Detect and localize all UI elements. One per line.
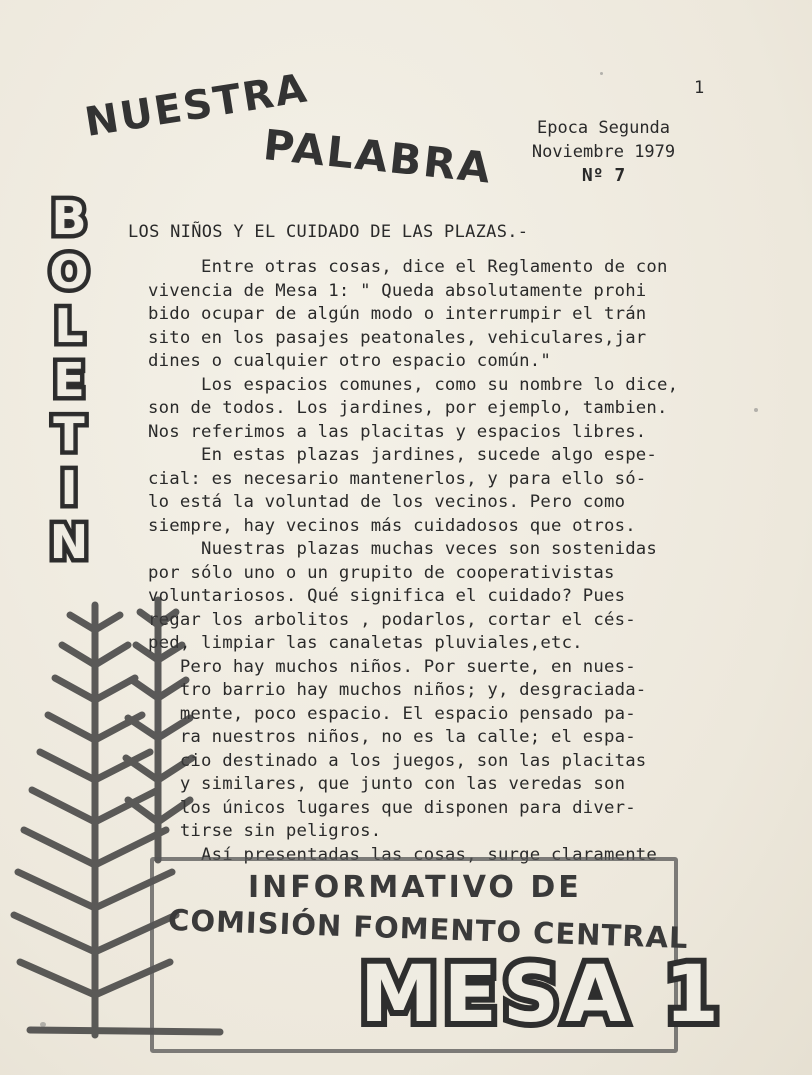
- ink-speck: [600, 72, 603, 75]
- body-line: los únicos lugares que disponen para diver-: [148, 797, 636, 818]
- edition-date: Noviembre 1979: [531, 142, 676, 162]
- boletin-vertical-stamp: [36, 191, 120, 608]
- stamp-letter: B: [51, 191, 87, 245]
- stamp-letter: T: [53, 407, 85, 461]
- body-line: vivencia de Mesa 1: " Queda absolutamente prohi: [148, 280, 647, 301]
- body-line: y similares, que junto con las veredas son: [148, 774, 626, 794]
- body-line: voluntariosos. Qué significa el cuidado? Pues: [148, 586, 626, 606]
- body-line: En estas plazas jardines, sucede algo espe-: [148, 445, 658, 465]
- commission-stamp: [140, 852, 725, 1047]
- ink-speck: [40, 1022, 46, 1027]
- stamp-line-informativo: INFORMATIVO DE: [248, 870, 582, 905]
- stamp-letter: L: [54, 299, 84, 353]
- body-line: regar los arbolitos , podarlos, cortar el cés-: [148, 609, 636, 630]
- edition-epoch: Epoca Segunda: [536, 118, 671, 138]
- stamp-line-mesa: MESA 1: [360, 950, 725, 1040]
- stamp-letter: E: [53, 353, 85, 407]
- stamp-letter: I: [60, 461, 78, 515]
- body-line: Pero hay muchos niños. Por suerte, en nues-: [148, 656, 636, 677]
- body-line: son de todos. Los jardines, por ejemplo, tambien.: [148, 398, 668, 418]
- body-line: por sólo uno o un grupito de cooperativistas: [148, 562, 615, 583]
- body-line: mente, poco espacio. El espacio pensado pa-: [148, 703, 636, 724]
- stamp-letter: O: [49, 245, 89, 299]
- masthead-word-1: NUESTRA: [81, 65, 312, 146]
- body-line: lo está la voluntad de los vecinos. Pero como: [148, 492, 626, 512]
- body-line: siempre, hay vecinos más cuidadosos que otros.: [148, 515, 636, 536]
- body-line: tirse sin peligros.: [148, 821, 382, 841]
- masthead-word-2: PALABRA: [261, 120, 495, 193]
- body-line: Así presentadas las cosas, surge claramente: [148, 844, 658, 865]
- body-line: tro barrio hay muchos niños; y, desgraciada-: [148, 680, 647, 700]
- stamp-letter: N: [49, 515, 89, 569]
- body-line: Nuestras plazas muchas veces son sostenidas: [148, 539, 658, 559]
- body-line: Los espacios comunes, como su nombre lo dice,: [148, 374, 679, 395]
- edition-info: [511, 116, 696, 188]
- body-line: cio destinado a los juegos, son las placitas: [148, 750, 647, 771]
- page-number: 1: [694, 78, 705, 98]
- body-line: bido ocupar de algún modo o interrumpir el trán: [148, 304, 647, 324]
- body-line: ped, limpiar las canaletas pluviales,etc.: [148, 633, 583, 653]
- ink-speck: [754, 408, 758, 412]
- edition-issue: Nº 7: [581, 165, 626, 186]
- body-line: ra nuestros niños, no es la calle; el espa-: [148, 727, 636, 747]
- article-body: [148, 256, 768, 867]
- masthead-stamp: [81, 65, 505, 193]
- body-line: sito en los pasajes peatonales, vehiculares,jar: [148, 327, 647, 348]
- body-line: cial: es necesario mantenerlos, y para ello só-: [148, 468, 647, 489]
- stamp-line-comision: COMISIÓN FOMENTO CENTRAL: [167, 902, 690, 956]
- body-line: dines o cualquier otro espacio común.": [148, 351, 551, 371]
- body-line: Entre otras cosas, dice el Reglamento de con: [148, 257, 668, 277]
- body-line: Nos referimos a las placitas y espacios libres.: [148, 421, 647, 442]
- article-title: LOS NIÑOS Y EL CUIDADO DE LAS PLAZAS.-: [128, 222, 529, 242]
